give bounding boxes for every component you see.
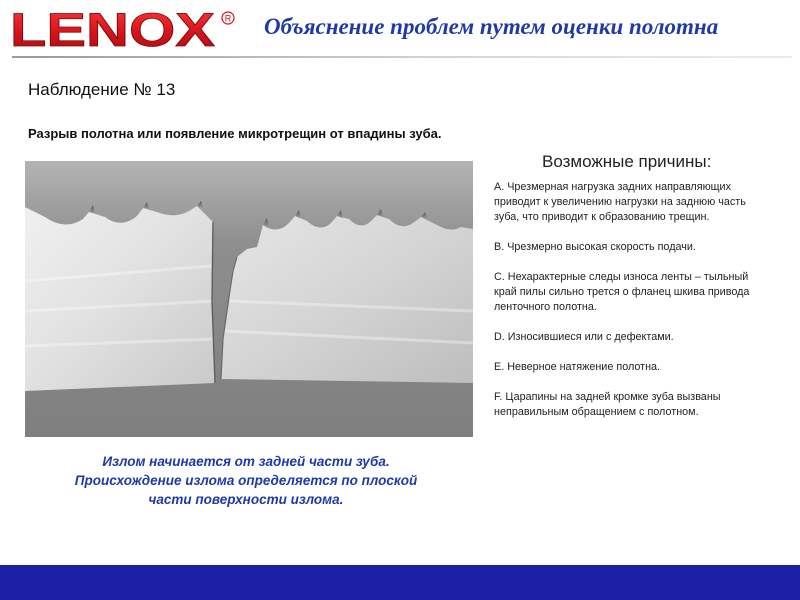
caption-line: Происхождение излома определяется по плоской <box>74 473 418 488</box>
cause-item: B. Чрезмерно высокая скорость подачи. <box>494 241 696 253</box>
footer-bar <box>0 565 800 600</box>
causes-heading: Возможные причины: <box>542 152 712 171</box>
broken-saw-blade-photo <box>25 161 473 437</box>
observation-subtitle: Разрыв полотна или появление микротрещин от впадины зуба. <box>28 126 442 141</box>
cause-item: F. Царапины на задней кромке зуба вызваны неправильным обращением с полотном. <box>494 391 721 418</box>
cause-item: D. Износившиеся или с дефектами. <box>494 331 674 343</box>
lenox-logo <box>8 6 236 52</box>
registered-mark-letter: R <box>224 13 232 24</box>
caption-line: части поверхности излома. <box>148 492 344 507</box>
cause-item: E. Неверное натяжение полотна. <box>494 361 661 373</box>
page-title: Объяснение проблем путем оценки полотна <box>264 14 719 39</box>
observation-title: Наблюдение № 13 <box>28 80 176 99</box>
left-blade-fragment <box>25 206 215 391</box>
logo-wordmark: LENOX <box>10 6 216 52</box>
cause-item: A. Чрезмерная нагрузка задних направляющих приводит к увеличению нагрузки на заднюю часть зуба, что приводит к образованию трещин. <box>494 181 746 223</box>
caption-line: Излом начинается от задней части зуба. <box>102 454 390 469</box>
causes-list <box>494 180 756 435</box>
cause-item: C. Нехарактерные следы износа ленты – тыльный край пилы сильно трется о фланец шкива привода ленточного полотна. <box>494 271 750 313</box>
photo-caption <box>40 452 452 509</box>
header-divider <box>12 56 792 58</box>
